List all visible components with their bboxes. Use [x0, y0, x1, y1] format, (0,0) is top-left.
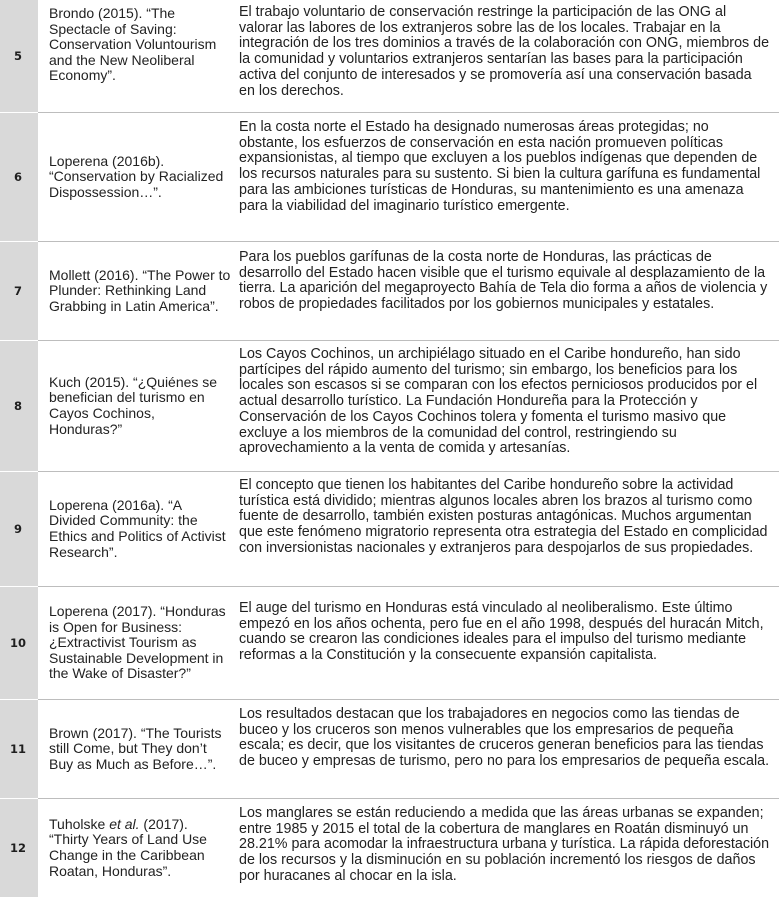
reference-text: Loperena (2017). “Honduras is Open for Business: ¿Extractivist Tourism as Sustainable Development in the Wake of Disaster?”	[49, 603, 226, 682]
summary-text: Para los pueblos garífunas de la costa norte de Honduras, las prácticas de desarrollo del Estado hacen visible que el turismo equivale al desplazamiento de la tierra. La aparición del megaproyecto Bahía de Tela dio forma a años de violencia y robos de propiedades facilitados por los gobiernos municipales y estatales.	[239, 249, 768, 313]
reference-author: Tuholske	[49, 815, 106, 832]
reference-title: (2017). “Thirty Years of Land Use Change in the Caribbean Roatan, Honduras”.	[49, 815, 207, 879]
row-number: 10	[9, 636, 26, 650]
table-row	[0, 242, 779, 340]
summary-text: El trabajo voluntario de conservación restringe la participación de las ONG al valorar las labores de los extranjeros sobre las de los locales. Trabajar en la integración de los tres dominios a través de la colaboración con ONG, miembros de la comunidad y voluntarios extranjeros sentarían las bases para la participación activa del conjunto de interesados y se promovería así una conservación basada en los derechos.	[239, 4, 770, 99]
summary-text: Los Cayos Cochinos, un archipiélago situado en el Caribe hondureño, han sido partícipes del rápido aumento del turismo; sin embargo, los beneficios para los locales son escasos si se comparan con los efectos perniciosos producidos por el actual desarrollo turístico. La Fundación Hondureña para la Protección y Conservación de los Cayos Cochinos tolera y fomenta el turismo masivo que excluye a los miembros de la comunidad del control, restringiendo su aprovechamiento a la venta de comida y artesanías.	[239, 346, 758, 457]
reference-cell	[49, 242, 231, 340]
reference-cell	[49, 472, 231, 586]
summary-cell	[239, 341, 771, 471]
summary-text: En la costa norte el Estado ha designado numerosas áreas protegidas; no obstante, los esfuerzos de conservación en esta nación promueven políticas expansionistas, al tiempo que excluyen a los pueblos indígenas que dependen de los recursos naturales para su sustento. Si bien la cultura garífuna es fundamental para las ambiciones turísticas de Honduras, su mantenimiento es una amenaza para la viabilidad del imaginario turístico emergente.	[239, 119, 761, 214]
table-row	[0, 587, 779, 699]
table-row	[0, 700, 779, 798]
summary-text: Los resultados destacan que los trabajadores en negocios como las tiendas de buceo y los cruceros son menos vulnerables que los empresarios de pequeña escala; es decir, que los visitantes de cruceros generan beneficios para las tiendas de buceo y empresas de turismo, pero no para los empresarios de pequeña escala.	[239, 706, 770, 770]
table-row	[0, 0, 779, 112]
summary-cell	[239, 700, 771, 798]
reference-text: Brondo (2015). “The Spectacle of Saving: Conservation Voluntourism and the New Neoliberal Economy”.	[49, 5, 217, 84]
row-number-cell	[0, 799, 38, 897]
reference-cell	[49, 587, 231, 699]
row-number: 9	[13, 522, 22, 536]
summary-cell	[239, 587, 771, 699]
reference-text: Loperena (2016a). “A Divided Community: the Ethics and Politics of Activist Research”.	[49, 496, 226, 560]
reference-cell	[49, 113, 231, 241]
reference-text: Loperena (2016b). “Conservation by Racialized Dispossession…”.	[49, 152, 224, 200]
reference-text	[49, 817, 231, 879]
summary-cell	[239, 242, 771, 340]
reference-cell	[49, 700, 231, 798]
summary-text: El concepto que tienen los habitantes del Caribe hondureño sobre la actividad turística está dividido; mientras algunos locales abren los brazos al turismo como fuente de desarrollo, también existen posturas antagónicas. Muchos argumentan que este fenómeno migratorio representa otra estrategia del Estado en complicidad con inversionistas nacionales y extranjeros para despojarlos de sus propiedades.	[239, 477, 768, 556]
row-number-cell	[0, 700, 38, 798]
row-number-cell	[0, 341, 38, 471]
reference-etal: et al.	[109, 815, 140, 832]
row-number-cell	[0, 587, 38, 699]
table-row	[0, 113, 779, 241]
summary-cell	[239, 472, 771, 586]
row-number: 5	[13, 49, 22, 63]
row-number-cell	[0, 242, 38, 340]
summary-cell	[239, 113, 771, 241]
row-number: 11	[9, 742, 26, 756]
row-number: 12	[9, 841, 26, 855]
reference-text: Brown (2017). “The Tourists still Come, but They don’t Buy as Much as Before…”.	[49, 724, 222, 772]
reference-text: Kuch (2015). “¿Quiénes se benefician del turismo en Cayos Cochinos, Honduras?”	[49, 373, 218, 437]
reference-text: Mollett (2016). “The Power to Plunder: Rethinking Land Grabbing in Latin America”.	[49, 266, 231, 314]
table-row	[0, 341, 779, 471]
summary-cell	[239, 0, 771, 112]
reference-cell	[49, 0, 231, 112]
reference-cell	[49, 341, 231, 471]
row-number: 6	[13, 170, 22, 184]
summary-text: Los manglares se están reduciendo a medida que las áreas urbanas se expanden; entre 1985 y 2015 el total de la cobertura de manglares en Roatán disminuyó un 28.21% para acomodar la infraestructura urbana y turística. La rápida deforestación de los recursos y la disminución en su población incrementó los riesgos de daños por huracanes al chocar en la isla.	[239, 805, 770, 884]
summary-cell	[239, 799, 771, 897]
row-number: 8	[13, 399, 22, 413]
reference-cell	[49, 799, 231, 897]
row-number: 7	[13, 284, 22, 298]
table-row	[0, 472, 779, 586]
row-number-cell	[0, 0, 38, 112]
row-number-cell	[0, 472, 38, 586]
table-row	[0, 799, 779, 897]
summary-text: El auge del turismo en Honduras está vinculado al neoliberalismo. Este último empezó en los años ochenta, pero fue en el año 1998, después del huracán Mitch, cuando se crearon las condiciones ideales para el impulso del turismo mediante reformas a la Constitución y la consecuente expansión capitalista.	[239, 600, 764, 664]
row-number-cell	[0, 113, 38, 241]
